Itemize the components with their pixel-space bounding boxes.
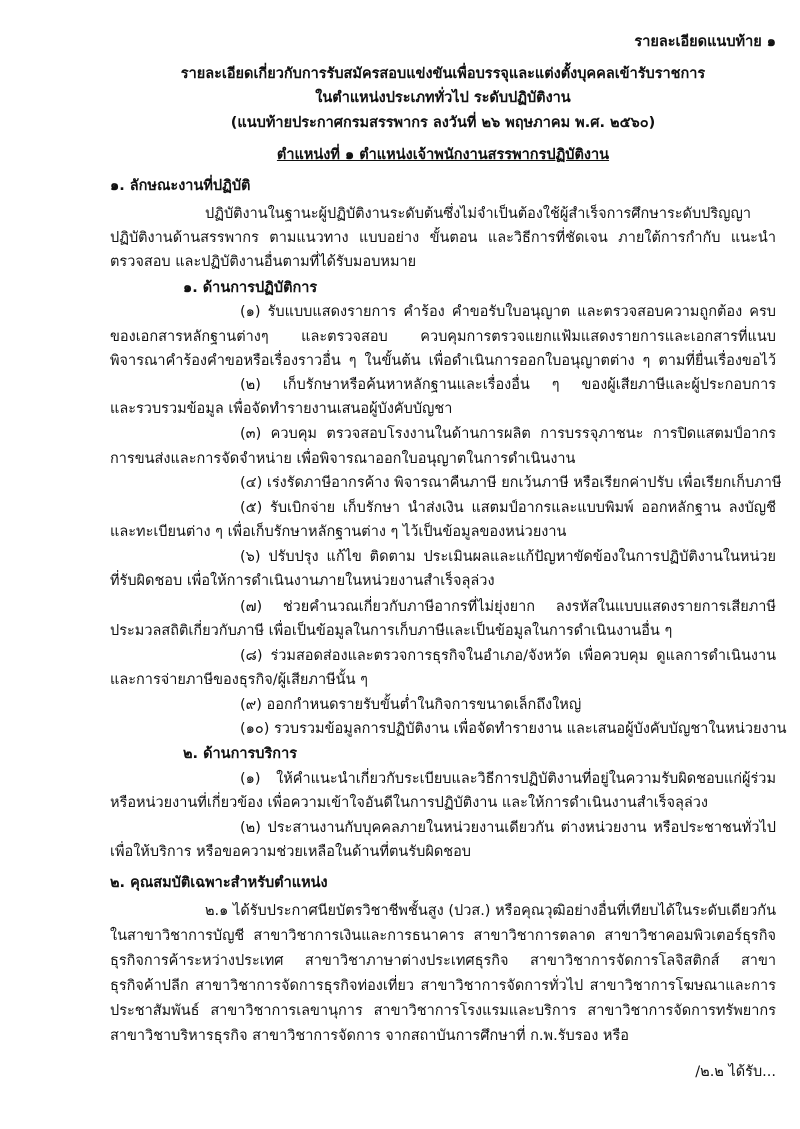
body-text-line: (๑) ให้คำแนะนำเกี่ยวกับระเบียบและวิธีการปฏิบัติงานที่อยู่ในความรับผิดชอบแก่ผู้ร่วม xyxy=(240,771,776,787)
body-text-line: (๒) ประสานงานกับบุคคลภายในหน่วยงานเดียวกัน ต่างหน่วยงาน หรือประชาชนทั่วไป xyxy=(240,820,776,836)
body-text-line: ในสาขาวิชาการบัญชี สาขาวิชาการเงินและการธนาคาร สาขาวิชาการตลาด สาขาวิชาคอมพิวเตอร์ธุรกิจ xyxy=(110,928,776,944)
continuation-marker: /๒.๒ ได้รับ... xyxy=(695,1064,776,1080)
section-heading: ๑. ลักษณะงานที่ปฏิบัติ xyxy=(110,178,251,194)
body-text-line: ธุรกิจค้าปลีก สาขาวิชาการจัดการธุรกิจท่องเที่ยว สาขาวิชาการจัดการทั่วไป สาขาวิชาการโฆษณาและการ xyxy=(110,978,776,994)
body-text-line: ตรวจสอบ และปฏิบัติงานอื่นตามที่ได้รับมอบหมาย xyxy=(110,254,417,270)
body-text-line: เพื่อให้บริการ หรือขอความช่วยเหลือในด้านที่ตนรับผิดชอบ xyxy=(110,844,471,860)
body-text-line: หรือหน่วยงานที่เกี่ยวข้อง เพื่อความเข้าใจอันดีในการปฏิบัติงาน และให้การดำเนินงานสำเร็จลุล่วง xyxy=(110,795,708,811)
body-text-line: (๑) รับแบบแสดงรายการ คำร้อง คำขอรับใบอนุญาต และตรวจสอบความถูกต้อง ครบ xyxy=(240,304,776,320)
body-text-line: (๖) ปรับปรุง แก้ไข ติดตาม ประเมินผลและแก้ปัญหาขัดข้องในการปฏิบัติงานในหน่วย xyxy=(240,549,776,565)
section-heading: ๒. ด้านการบริการ xyxy=(183,746,297,762)
body-text-line: และทะเบียนต่าง ๆ เพื่อเก็บรักษาหลักฐานต่าง ๆ ไว้เป็นข้อมูลของหน่วยงาน xyxy=(110,524,567,540)
body-text-line: (๗) ช่วยคำนวณเกี่ยวกับภาษีอากรที่ไม่ยุ่งยาก ลงรหัสในแบบแสดงรายการเสียภาษี xyxy=(240,599,776,615)
section-heading: ๑. ด้านการปฏิบัติการ xyxy=(183,280,318,296)
document-title-line: รายละเอียดเกี่ยวกับการรับสมัครสอบแข่งขันเพื่อบรรจุและแต่งตั้งบุคคลเข้ารับราชการ xyxy=(180,66,706,82)
body-text-line: (๓) ควบคุม ตรวจสอบโรงงานในด้านการผลิต การบรรจุภาชนะ การปิดแสตมป์อากร xyxy=(240,426,776,442)
body-text-line: ของเอกสารหลักฐานต่างๆ และตรวจสอบ ควบคุมการตรวจแยกแฟ้มแสดงรายการและเอกสารที่แนบ xyxy=(110,329,776,345)
section-heading: ๒. คุณสมบัติเฉพาะสำหรับตำแหน่ง xyxy=(110,875,328,891)
document-title-line: (แนบท้ายประกาศกรมสรรพากร ลงวันที่ ๒๖ พฤษภาคม พ.ศ. ๒๕๖๐) xyxy=(230,115,656,131)
body-text-line: ประมวลสถิติเกี่ยวกับภาษี เพื่อเป็นข้อมูลในการเก็บภาษีและเป็นข้อมูลในการดำเนินงานอื่น ๆ xyxy=(110,623,673,639)
document-title-line: ในตำแหน่งประเภททั่วไป ระดับปฏิบัติงาน xyxy=(315,90,571,106)
body-text-line: ปฏิบัติงานด้านสรรพากร ตามแนวทาง แบบอย่าง ขั้นตอน และวิธีการที่ชัดเจน ภายใต้การกำกับ แนะนำ xyxy=(110,230,776,246)
body-text-line: ๒.๑ ได้รับประกาศนียบัตรวิชาชีพชั้นสูง (ปวส.) หรือคุณวุฒิอย่างอื่นที่เทียบได้ในระดับเดียวกัน xyxy=(205,903,776,919)
position-heading: ตำแหน่งที่ ๑ ตำแหน่งเจ้าพนักงานสรรพากรปฏิบัติงาน xyxy=(276,147,610,163)
body-text-line: ประชาสัมพันธ์ สาขาวิชาการเลขานุการ สาขาวิชาการโรงแรมและบริการ สาขาวิชาการจัดการทรัพยากร xyxy=(110,1003,776,1019)
body-text-line: (๒) เก็บรักษาหรือค้นหาหลักฐานและเรื่องอื่น ๆ ของผู้เสียภาษีและผู้ประกอบการ xyxy=(240,377,776,393)
body-text-line: (๔) เร่งรัดภาษีอากรค้าง พิจารณาคืนภาษี ยกเว้นภาษี หรือเรียกค่าปรับ เพื่อเรียกเก็บภาษี xyxy=(240,475,782,491)
body-text-line: ธุรกิจการค้าระหว่างประเทศ สาขาวิชาภาษาต่างประเทศธุรกิจ สาขาวิชาการจัดการโลจิสติกส์ สาขา xyxy=(110,953,776,969)
body-text-line: พิจารณาคำร้องคำขอหรือเรื่องราวอื่น ๆ ในขั้นต้น เพื่อดำเนินการออกใบอนุญาตต่าง ๆ ตามที่ยื่นเรื่องขอไว้ xyxy=(110,353,776,369)
body-text-line: การขนส่งและการจัดจำหน่าย เพื่อพิจารณาออกใบอนุญาตในการดำเนินงาน xyxy=(110,451,576,467)
body-text-line: ที่รับผิดชอบ เพื่อให้การดำเนินงานภายในหน่วยงานสำเร็จลุล่วง xyxy=(110,573,495,589)
body-text-line: (๕) รับเบิกจ่าย เก็บรักษา นำส่งเงิน แสตมป์อากรและแบบพิมพ์ ออกหลักฐาน ลงบัญชี xyxy=(240,500,776,516)
body-text-line: ปฏิบัติงานในฐานะผู้ปฏิบัติงานระดับต้นซึ่งไม่จำเป็นต้องใช้ผู้สำเร็จการศึกษาระดับปริญญา xyxy=(205,206,752,222)
body-text-line: สาขาวิชาบริหารธุรกิจ สาขาวิชาการจัดการ จากสถาบันการศึกษาที่ ก.พ.รับรอง หรือ xyxy=(110,1028,629,1044)
body-text-line: และการจ่ายภาษีของธุรกิจ/ผู้เสียภาษีนั้น ๆ xyxy=(110,672,368,688)
body-text-line: (๘) ร่วมสอดส่องและตรวจการธุรกิจในอำเภอ/จังหวัด เพื่อควบคุม ดูแลการดำเนินงาน xyxy=(240,648,776,664)
body-text-line: และรวบรวมข้อมูล เพื่อจัดทำรายงานเสนอผู้บังคับบัญชา xyxy=(110,401,453,417)
body-text-line: (๙) ออกกำหนดรายรับขั้นต่ำในกิจการขนาดเล็กถึงใหญ่ xyxy=(240,697,582,713)
body-text-line: (๑๐) รวบรวมข้อมูลการปฏิบัติงาน เพื่อจัดทำรายงาน และเสนอผู้บังคับบัญชาในหน่วยงาน xyxy=(240,721,787,737)
attachment-reference: รายละเอียดแนบท้าย ๑ xyxy=(634,34,776,50)
